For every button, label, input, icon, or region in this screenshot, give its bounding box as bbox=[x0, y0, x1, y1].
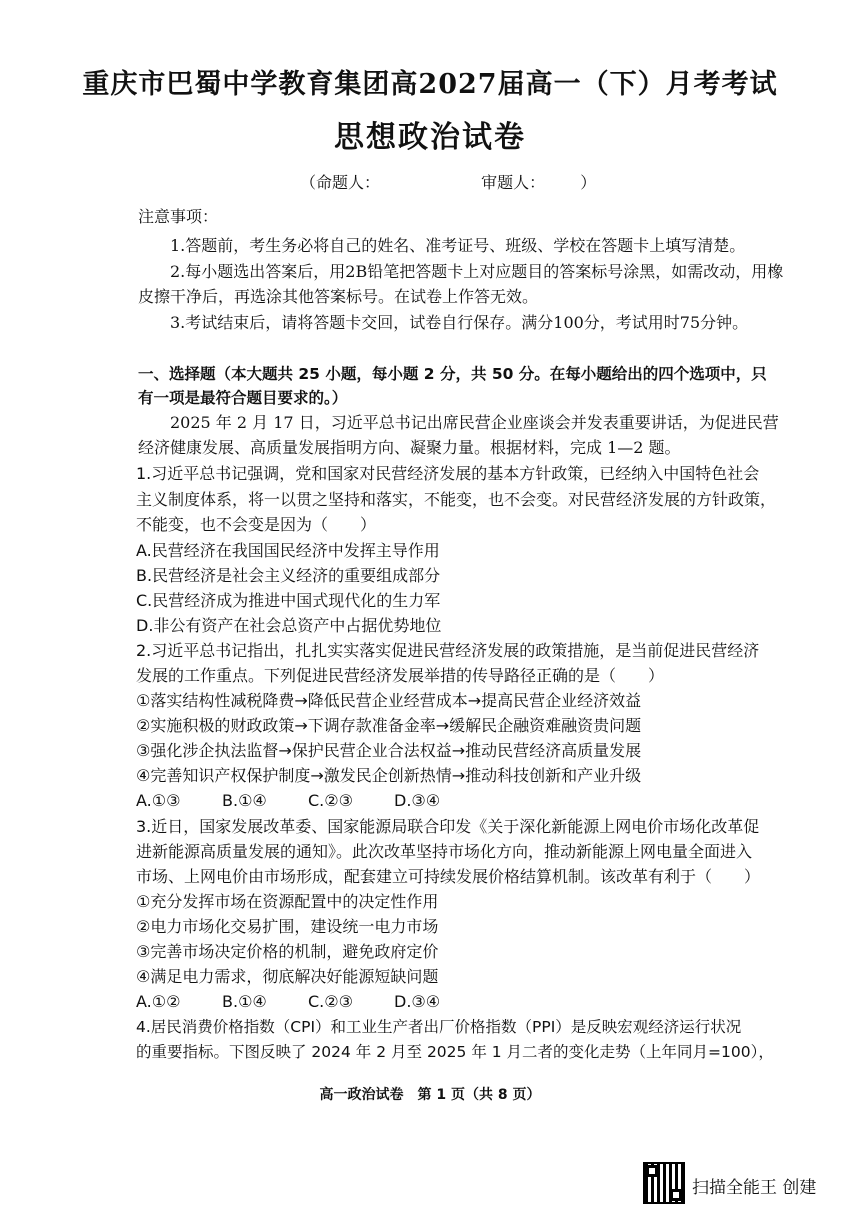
q2-stem-1: 2.习近平总书记指出，扎扎实实落实促进民营经济发展的政策措施，是当前促进民营经济 bbox=[136, 641, 760, 660]
author-line bbox=[300, 170, 596, 193]
note-1: 1.答题前，考生务必将自己的姓名、准考证号、班级、学校在答题卡上填写清楚。 bbox=[170, 236, 746, 255]
q2-statement-1: ①落实结构性减税降费→降低民营企业经营成本→提高民营企业经济效益 bbox=[136, 691, 642, 710]
q2-statement-2: ②实施积极的财政政策→下调存款准备金率→缓解民企融资难融资贵问题 bbox=[136, 716, 642, 735]
material-intro-cont: 经济健康发展、高质量发展指明方向、凝聚力量。根据材料，完成 1—2 题。 bbox=[138, 438, 681, 457]
note-2: 2.每小题选出答案后，用2B铅笔把答题卡上对应题目的答案标号涂黑，如需改动，用橡 bbox=[170, 262, 784, 281]
q3-stem-2: 进新能源高质量发展的通知》。此次改革坚持市场化方向，推动新能源上网电量全面进入 bbox=[136, 842, 753, 861]
q3-option-b: B.①④ bbox=[222, 992, 267, 1011]
q1-option-c: C.民营经济成为推进中国式现代化的生力军 bbox=[136, 591, 441, 610]
q3-stem-3: 市场、上网电价由市场形成，配套建立可持续发展价格结算机制。该改革有利于（ ） bbox=[136, 867, 761, 886]
q2-option-a: A.①③ bbox=[136, 791, 181, 810]
section-heading-cont: 有一项是最符合题目要求的。） bbox=[138, 389, 348, 407]
q3-stem-1: 3.近日，国家发展改革委、国家能源局联合印发《关于深化新能源上网电价市场化改革促 bbox=[136, 817, 760, 836]
q2-statement-3: ③强化涉企执法监督→保护民营企业合法权益→推动民营经济高质量发展 bbox=[136, 741, 642, 760]
q3-option-a: A.①② bbox=[136, 992, 181, 1011]
exam-title: 重庆市巴蜀中学教育集团高2027届高一（下）月考考试 bbox=[82, 69, 778, 100]
q2-options bbox=[136, 789, 480, 813]
q2-option-b: B.①④ bbox=[222, 791, 267, 810]
q4-stem-1: 4.居民消费价格指数（CPI）和工业生产者出厂价格指数（PPI）是反映宏观经济运行状况 bbox=[136, 1018, 742, 1036]
q3-statement-4: ④满足电力需求，彻底解决好能源短缺问题 bbox=[136, 967, 439, 986]
q3-option-d: D.③④ bbox=[394, 992, 441, 1011]
notes-heading: 注意事项： bbox=[138, 207, 219, 226]
reviewer-label: 审题人： bbox=[481, 173, 546, 192]
page-footer: 高一政治试卷 第 1 页（共 8 页） bbox=[319, 1087, 541, 1103]
q1-stem-2: 主义制度体系，将一以贯之坚持和落实，不能变，也不会变。对民营经济发展的方针政策， bbox=[136, 490, 777, 509]
q1-option-a: A.民营经济在我国国民经济中发挥主导作用 bbox=[136, 541, 440, 560]
q3-options bbox=[136, 990, 480, 1014]
q4-stem-2: 的重要指标。下图反映了 2024 年 2 月至 2025 年 1 月二者的变化走势（上年同月=100）， bbox=[136, 1043, 774, 1061]
q2-option-d: D.③④ bbox=[394, 791, 441, 810]
q1-stem-3: 不能变，也不会变是因为（ ） bbox=[136, 515, 377, 534]
q3-statement-2: ②电力市场化交易扩围，建设统一电力市场 bbox=[136, 917, 439, 936]
section-heading: 一、选择题（本大题共 25 小题，每小题 2 分，共 50 分。在每小题给出的四个选项中，只 bbox=[138, 365, 767, 383]
q3-option-c: C.②③ bbox=[308, 992, 353, 1011]
close-paren: ） bbox=[580, 173, 597, 192]
q2-option-c: C.②③ bbox=[308, 791, 353, 810]
q3-statement-1: ①充分发挥市场在资源配置中的决定性作用 bbox=[136, 892, 439, 911]
q1-stem-1: 1.习近平总书记强调，党和国家对民营经济发展的基本方针政策，已经纳入中国特色社会 bbox=[136, 464, 760, 483]
qr-code-icon bbox=[643, 1162, 685, 1204]
author-label: （命题人： bbox=[300, 173, 381, 192]
scanner-watermark: 扫描全能王 创建 bbox=[692, 1178, 817, 1198]
q2-stem-2: 发展的工作重点。下列促进民营经济发展举措的传导路径正确的是（ ） bbox=[136, 666, 665, 685]
q1-option-d: D.非公有资产在社会总资产中占据优势地位 bbox=[136, 616, 442, 635]
exam-subtitle: 思想政治试卷 bbox=[334, 120, 526, 155]
note-3: 3.考试结束后，请将答题卡交回，试卷自行保存。满分100分，考试用时75分钟。 bbox=[170, 313, 749, 332]
q3-statement-3: ③完善市场决定价格的机制，避免政府定价 bbox=[136, 942, 439, 961]
material-intro: 2025 年 2 月 17 日，习近平总书记出席民营企业座谈会并发表重要讲话，为促进民营 bbox=[170, 413, 779, 432]
note-2-cont: 皮擦干净后，再选涂其他答案标号。在试卷上作答无效。 bbox=[138, 287, 539, 306]
q1-option-b: B.民营经济是社会主义经济的重要组成部分 bbox=[136, 566, 441, 585]
q2-statement-4: ④完善知识产权保护制度→激发民企创新热情→推动科技创新和产业升级 bbox=[136, 766, 642, 785]
